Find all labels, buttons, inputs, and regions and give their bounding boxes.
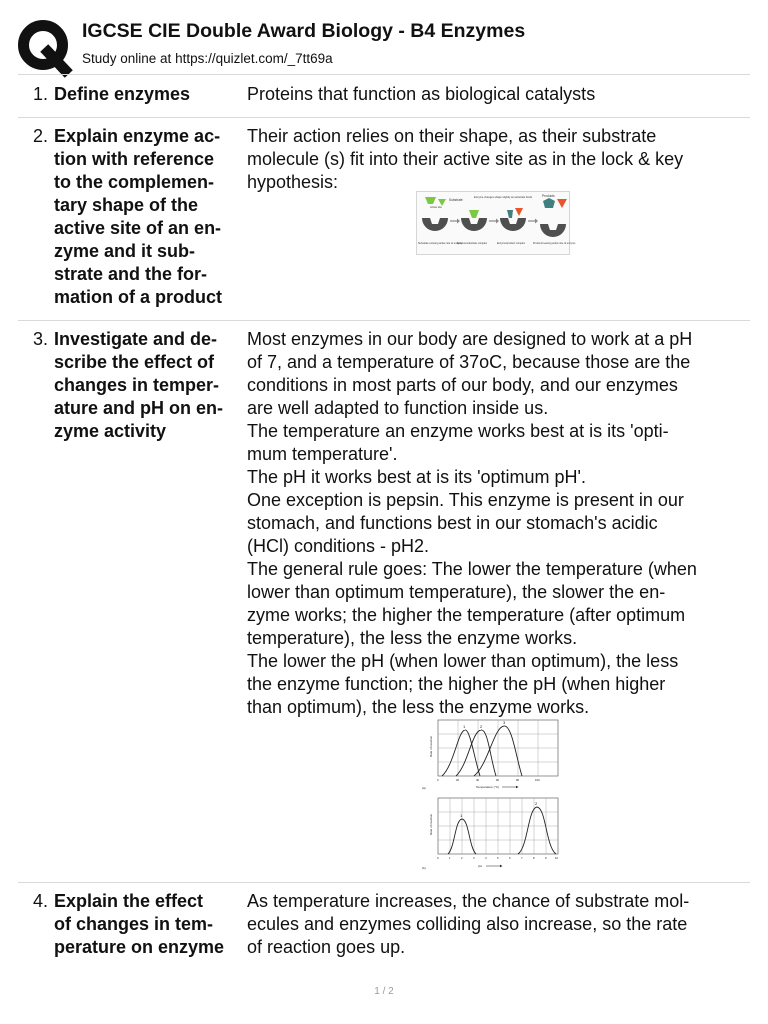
definition-line: hypothesis: [247, 172, 339, 192]
card-term [54, 83, 246, 106]
term-line: mation of a product [54, 287, 222, 307]
definition-line: One exception is pepsin. This enzyme is present in our [247, 490, 684, 510]
page-header [0, 0, 768, 74]
definition-line: of reaction goes up. [247, 937, 406, 957]
definition-line: Most enzymes in our body are designed to work at a pH [247, 329, 693, 349]
tick-label: 0 [437, 778, 439, 782]
definition-line: As temperature increases, the chance of substrate mol- [247, 891, 690, 911]
card-definition [247, 83, 747, 106]
term-line: zyme and it sub- [54, 241, 196, 261]
curve-label: 2 [480, 724, 483, 729]
products-label: Products [542, 194, 555, 198]
quizlet-logo-icon [18, 19, 72, 73]
ph-rate-graph [418, 795, 568, 871]
definition-line: of 7, and a temperature of 37oC, because those are the [247, 352, 691, 372]
tick-label: 8 [533, 856, 535, 860]
tick-label: 60 [496, 778, 500, 782]
flashcard-1 [18, 74, 750, 118]
term-line: Explain the effect [54, 891, 204, 911]
term-line: tion with reference [54, 149, 215, 169]
active-site-label: Active site [430, 206, 442, 209]
definition-line: the enzyme function; the higher the pH (when higher [247, 674, 666, 694]
stage-2-caption: Enzyme/substrate complex [457, 242, 488, 245]
definition-line: The lower the pH (when lower than optimum), the less [247, 651, 679, 671]
card-definition [247, 125, 747, 194]
definition-line: ecules and enzymes colliding also increase, so the rate [247, 914, 688, 934]
definition-line: are well adapted to function inside us. [247, 398, 549, 418]
tick-label: 3 [473, 856, 475, 860]
card-term [54, 328, 246, 443]
card-number: 3. [32, 329, 48, 349]
tick-label: 6 [509, 856, 511, 860]
curve-label: 1 [463, 724, 466, 729]
tick-label: 10 [555, 856, 559, 860]
definition-line: mum temperature'. [247, 444, 398, 464]
ph-curve-2 [518, 807, 556, 854]
card-definition [247, 328, 747, 719]
card-number: 1. [32, 84, 48, 104]
definition-line: The temperature an enzyme works best at is its 'opti- [247, 421, 669, 441]
term-line: to the complemen- [54, 172, 215, 192]
term-line: strate and the for- [54, 264, 208, 284]
curve-label: 3 [503, 720, 506, 725]
term-line: zyme activity [54, 421, 167, 441]
curve-label: 1 [460, 813, 463, 818]
stage-4-caption: Products leaving active site of enzyme [533, 242, 576, 245]
term-line: ature and pH on en- [54, 398, 224, 418]
definition-line: Their action relies on their shape, as their substrate [247, 126, 657, 146]
definition-line: lower than optimum temperature), the slower the en- [247, 582, 666, 602]
definition-line: (HCl) conditions - pH2. [247, 536, 430, 556]
term-line: tary shape of the [54, 195, 199, 215]
substrate-label: Substrate [449, 198, 463, 202]
term-line: Explain enzyme ac- [54, 126, 221, 146]
definition-line: molecule (s) fit into their active site as in the lock & key [247, 149, 684, 169]
panel-label: (b) [422, 866, 426, 870]
term-line: scribe the effect of [54, 352, 215, 372]
y-axis-label: Rate of reaction [429, 735, 433, 757]
temp-curve-2 [456, 730, 496, 776]
definition-line: Proteins that function as biological catalysts [247, 84, 596, 104]
tick-label: 5 [497, 856, 499, 860]
temperature-rate-graph [418, 717, 568, 791]
term-line: perature on enzyme [54, 937, 225, 957]
flashcard-4 [18, 882, 750, 973]
definition-line: temperature), the less the enzyme works. [247, 628, 578, 648]
flashcard-2 [18, 117, 750, 321]
curve-label: 2 [535, 801, 538, 806]
definition-line: stomach, and functions best in our stomach's acidic [247, 513, 658, 533]
definition-line: The pH it works best at is its 'optimum pH'. [247, 467, 586, 487]
tick-label: 1 [449, 856, 451, 860]
stage-1-caption: Substrate entering active site of enzyme [418, 242, 463, 245]
x-axis-label: pH [478, 864, 482, 868]
term-line: changes in temper- [54, 375, 220, 395]
y-axis-label: Rate of reaction [429, 813, 433, 835]
stage-3-caption: Enzyme/product complex [497, 242, 526, 245]
definition-line: The general rule goes: The lower the temperature (when [247, 559, 697, 579]
lock-and-key-diagram [416, 191, 576, 255]
page-title: IGCSE CIE Double Award Biology - B4 Enzymes [82, 20, 526, 42]
tick-label: 100 [535, 778, 540, 782]
tick-label: 80 [516, 778, 520, 782]
card-term [54, 125, 246, 309]
definition-line: conditions in most parts of our body, and our enzymes [247, 375, 678, 395]
tick-label: 9 [545, 856, 547, 860]
card-definition [247, 890, 747, 959]
flashcard-3 [18, 320, 750, 883]
term-line: active site of an en- [54, 218, 222, 238]
definition-line: zyme works; the higher the temperature (after optimum [247, 605, 686, 625]
tick-label: 40 [476, 778, 480, 782]
term-line: of changes in tem- [54, 914, 214, 934]
panel-label: (a) [422, 786, 426, 790]
tick-label: 0 [437, 856, 439, 860]
tick-label: 2 [461, 856, 463, 860]
shape-change-label: Enzyme changes shape slightly as substrate binds [474, 196, 533, 199]
term-line: Investigate and de- [54, 329, 218, 349]
term-line: Define enzymes [54, 84, 191, 104]
tick-label: 7 [521, 856, 523, 860]
x-axis-label: Temperature (°C) [476, 785, 500, 789]
card-term [54, 890, 246, 959]
definition-line: than optimum), the less the enzyme works. [247, 697, 590, 717]
tick-label: 20 [456, 778, 460, 782]
tick-label: 4 [485, 856, 487, 860]
page-subtitle: Study online at https://quizlet.com/_7tt69a [82, 51, 333, 66]
card-number: 2. [32, 126, 48, 146]
page-number: 1 / 2 [374, 986, 394, 997]
card-number: 4. [32, 891, 48, 911]
